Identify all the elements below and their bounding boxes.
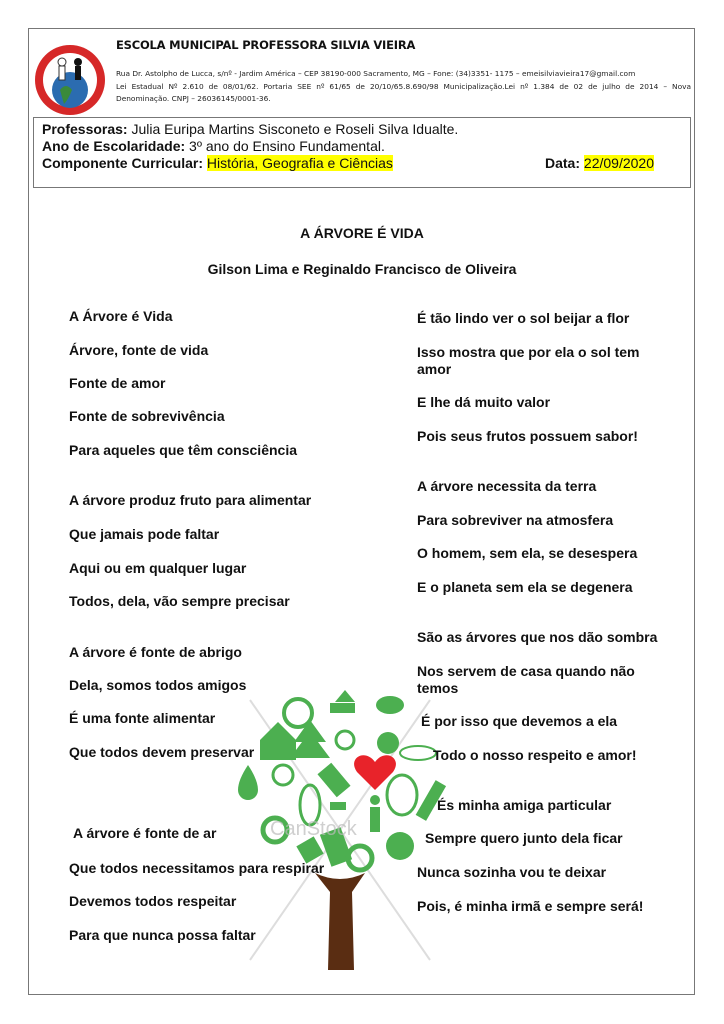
poem-line: Aqui ou em qualquer lugar	[69, 560, 247, 576]
poem-line: A Árvore é Vida	[69, 308, 173, 324]
component-label: Componente Curricular:	[42, 155, 204, 171]
date-value: 22/09/2020	[583, 155, 654, 171]
school-name: ESCOLA MUNICIPAL PROFESSORA SILVIA VIEIRA	[116, 38, 416, 52]
watermark: CanStock	[270, 818, 357, 840]
address-line: Rua Dr. Astolpho de Lucca, s/nº - Jardim América – CEP 38190-000 Sacramento, MG – Fone: (34)3351- 1175 – emeisilviavieira17@gmail.com	[116, 69, 636, 78]
school-logo	[34, 44, 106, 116]
teachers-value: Julia Euripa Martins Sisconeto e Roseli Silva Idualte.	[131, 121, 459, 137]
address-line: Lei Estadual Nº 2.610 de 08/01/62. Portaria SEE nº 61/65 de 20/10/65.8.690/98 Municipalização.Lei nº 1.384 de 02 de julho de 2014 – Nova	[116, 81, 691, 91]
poem-line: Fonte de sobrevivência	[69, 408, 225, 424]
poem-line: Pois seus frutos possuem sabor!	[417, 428, 638, 444]
poem-line: A árvore necessita da terra	[417, 478, 597, 494]
component-value: História, Geografia e Ciências	[206, 155, 393, 171]
teachers-label: Professoras:	[42, 121, 128, 137]
poem-line: Que todos devem preservar	[69, 744, 255, 760]
poem-line: A árvore produz fruto para alimentar	[69, 492, 312, 508]
poem-line: A árvore é fonte de ar	[73, 825, 217, 841]
tree-illustration	[230, 670, 450, 990]
teachers-row	[42, 121, 690, 138]
poem-line: Dela, somos todos amigos	[69, 677, 247, 693]
poem-line: A árvore é fonte de abrigo	[69, 644, 242, 660]
info-box	[33, 117, 691, 188]
poem-line: Todos, dela, vão sempre precisar	[69, 593, 290, 609]
date-row	[545, 155, 654, 172]
poem-line: O homem, sem ela, se desespera	[417, 545, 638, 561]
poem-line: É uma fonte alimentar	[69, 710, 216, 726]
poem-line: É por isso que devemos a ela	[421, 713, 618, 729]
poem-line: temos	[417, 680, 459, 696]
poem-title: A ÁRVORE É VIDA	[300, 225, 424, 241]
poem-line: É tão lindo ver o sol beijar a flor	[417, 310, 630, 326]
poem-line: És minha amiga particular	[437, 797, 612, 813]
poem-line: Para que nunca possa faltar	[69, 927, 256, 943]
address-line: Denominação. CNPJ – 26036145/0001-36.	[116, 94, 271, 103]
poem-authors: Gilson Lima e Reginaldo Francisco de Oliveira	[207, 261, 517, 277]
poem-line: E o planeta sem ela se degenera	[417, 579, 633, 595]
poem-line: Para sobreviver na atmosfera	[417, 512, 614, 528]
poem-line: Nunca sozinha vou te deixar	[417, 864, 607, 880]
poem-line: Sempre quero junto dela ficar	[425, 830, 623, 846]
poem-line: Que jamais pode faltar	[69, 526, 220, 542]
poem-line: Devemos todos respeitar	[69, 893, 237, 909]
poem-line: Nos servem de casa quando não	[417, 663, 635, 679]
year-row	[42, 138, 690, 155]
poem-line: Todo o nosso respeito e amor!	[433, 747, 637, 763]
poem-line: Isso mostra que por ela o sol tem	[417, 344, 640, 360]
poem-line: Para aqueles que têm consciência	[69, 442, 297, 458]
poem-line: amor	[417, 361, 452, 377]
poem-line: Fonte de amor	[69, 375, 166, 391]
poem-line: E lhe dá muito valor	[417, 394, 551, 410]
year-value: 3º ano do Ensino Fundamental.	[189, 138, 385, 154]
poem-line: Árvore, fonte de vida	[69, 342, 209, 358]
poem-line: Que todos necessitamos para respirar	[69, 860, 325, 876]
date-label: Data:	[545, 155, 581, 171]
poem-line: Pois, é minha irmã e sempre será!	[417, 898, 644, 914]
year-label: Ano de Escolaridade:	[42, 138, 186, 154]
poem-line: São as árvores que nos dão sombra	[417, 629, 658, 645]
school-address	[116, 68, 691, 106]
